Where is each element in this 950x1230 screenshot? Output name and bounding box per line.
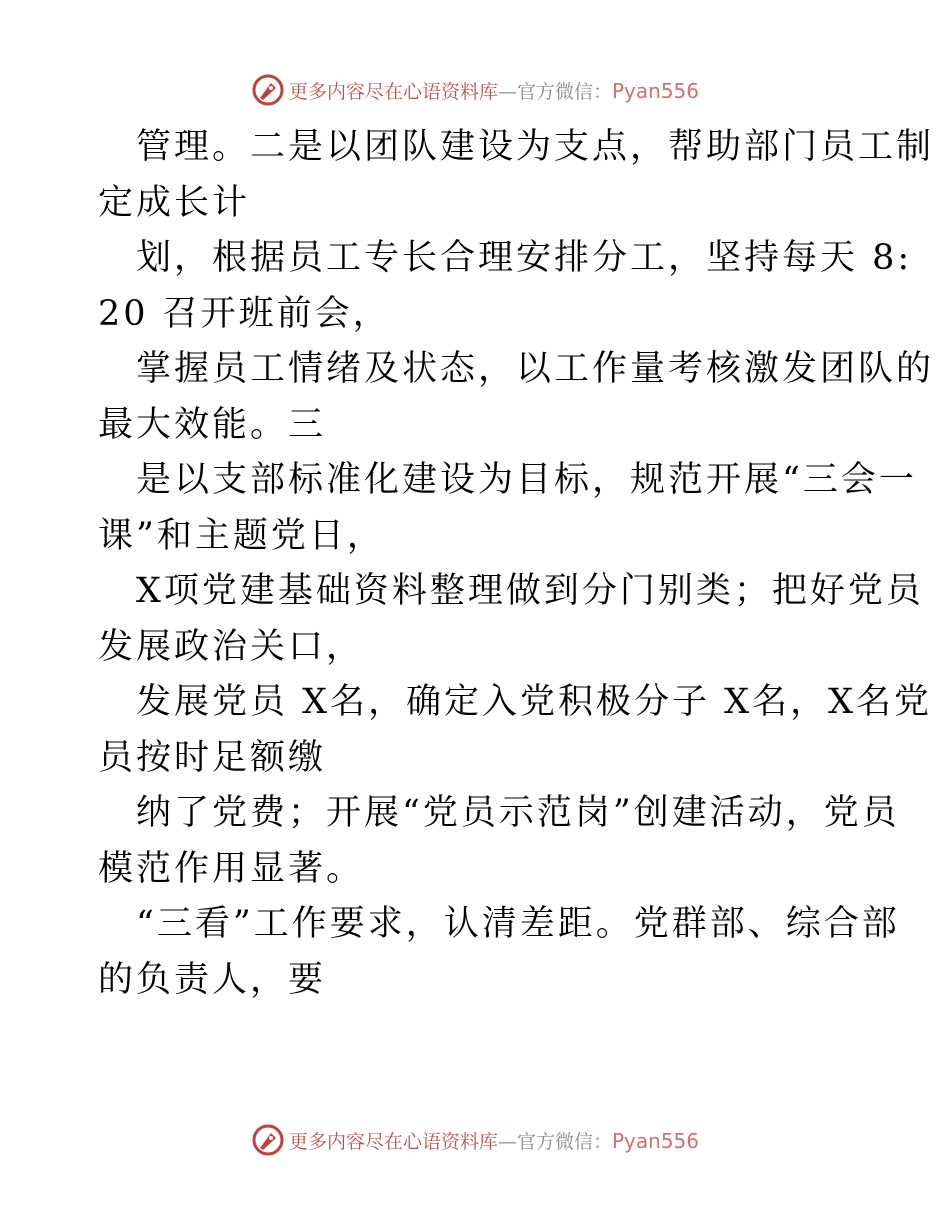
footer-banner-wechat: 官方微信： xyxy=(516,1130,612,1153)
header-watermark-banner xyxy=(0,70,950,110)
text-line: X项党建基础资料整理做到分门别类；把好党员 xyxy=(136,571,924,611)
text-line: 20 召开班前会， xyxy=(98,293,391,334)
text-line: 员按时足额缴 xyxy=(98,737,327,778)
text-line: 是以支部标准化建设为目标，规范开展“三会一 xyxy=(136,460,917,500)
pen-nib-logo-icon xyxy=(251,1123,285,1157)
text-line: 发展政治关口， xyxy=(98,626,365,667)
header-banner-id: Pyan556 xyxy=(612,78,700,103)
text-line: 掌握员工情绪及状态，以工作量考核激发团队的 xyxy=(136,349,935,389)
text-line: 最大效能。三 xyxy=(98,404,327,445)
footer-watermark-banner xyxy=(0,1120,950,1160)
text-line: “三看”工作要求，认清差距。党群部、综合部 xyxy=(136,904,900,944)
text-line: 纳了党费；开展“党员示范岗”创建活动，党员 xyxy=(136,793,900,833)
text-line: 定成长计 xyxy=(98,182,251,223)
text-line: 划，根据员工专长合理安排分工，坚持每天 8: xyxy=(136,238,913,278)
text-line: 管理。二是以团队建设为支点，帮助部门员工制 xyxy=(136,127,935,167)
header-banner-main: 更多内容尽在心语资料库 xyxy=(288,80,498,103)
header-banner-text xyxy=(289,77,699,104)
text-line: 模范作用显著。 xyxy=(98,848,365,889)
footer-banner-main: 更多内容尽在心语资料库 xyxy=(288,1130,498,1153)
text-line: 发展党员 X名，确定入党积极分子 X名，X名党 xyxy=(136,682,933,722)
text-line: 课”和主题党日， xyxy=(98,515,385,556)
header-banner-wechat: 官方微信： xyxy=(516,80,612,103)
text-line: 的负责人，要 xyxy=(98,959,327,1000)
footer-banner-dash: — xyxy=(497,1130,517,1153)
pen-nib-logo-icon xyxy=(251,73,285,107)
header-banner-dash: — xyxy=(497,80,517,103)
footer-banner-id: Pyan556 xyxy=(612,1128,700,1153)
body-text xyxy=(98,120,935,1008)
footer-banner-text xyxy=(289,1127,699,1154)
